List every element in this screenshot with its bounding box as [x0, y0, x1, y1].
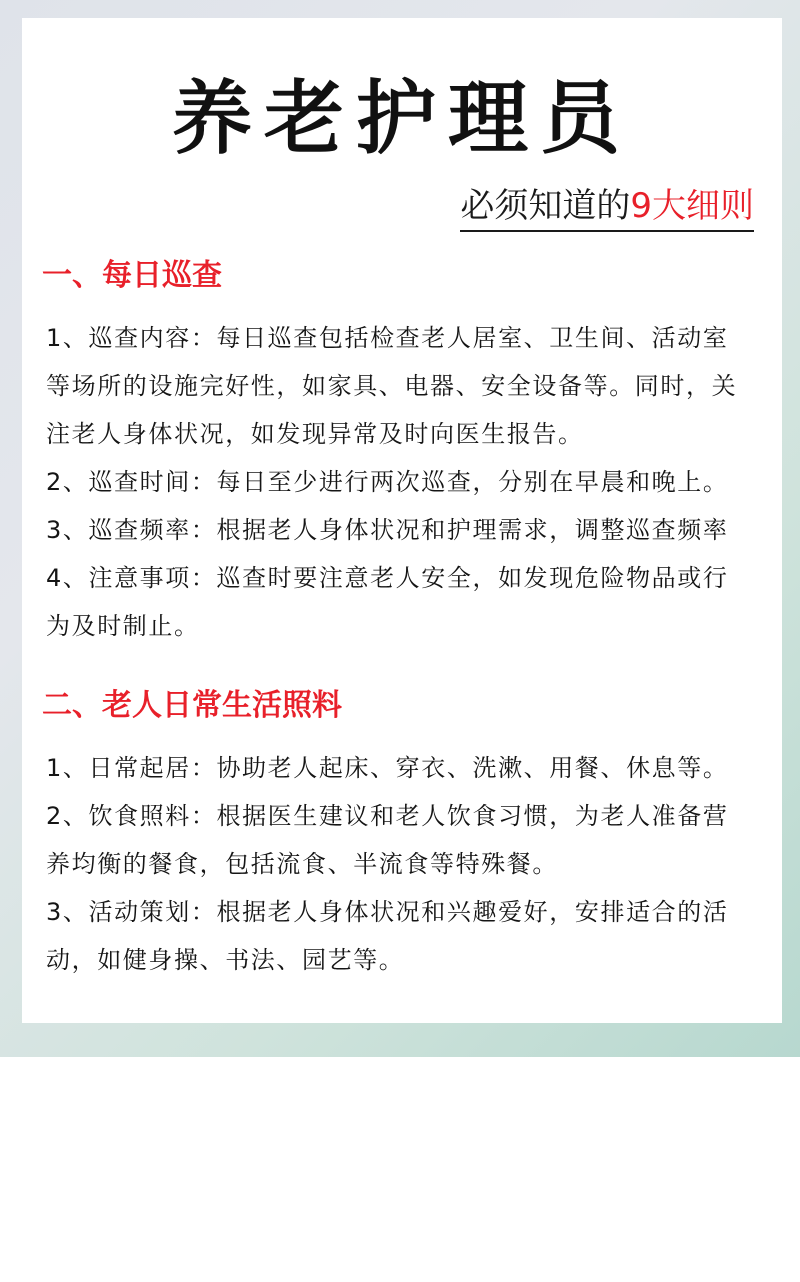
subtitle-highlight: 9大细则 — [630, 186, 754, 226]
page-title: 养老护理员 — [172, 71, 632, 165]
section-heading-daily-care: 二、老人日常生活照料 — [42, 688, 342, 723]
body-line: 1、日常起居：协助老人起床、穿衣、洗漱、用餐、休息等。 — [46, 754, 729, 782]
content-card — [22, 18, 782, 1023]
body-line: 2、饮食照料：根据医生建议和老人饮食习惯，为老人准备营 — [46, 802, 729, 830]
body-line: 动，如健身操、书法、园艺等。 — [46, 946, 405, 974]
body-line: 为及时制止。 — [46, 612, 200, 640]
body-line: 4、注意事项：巡查时要注意老人安全，如发现危险物品或行 — [46, 564, 729, 592]
body-line: 等场所的设施完好性，如家具、电器、安全设备等。同时，关 — [46, 372, 738, 400]
body-line: 3、巡查频率：根据老人身体状况和护理需求，调整巡查频率 — [46, 516, 729, 544]
section-body-daily-inspection — [46, 314, 776, 650]
body-line: 1、巡查内容：每日巡查包括检查老人居室、卫生间、活动室 — [46, 324, 729, 352]
body-line: 注老人身体状况，如发现异常及时向医生报告。 — [46, 420, 584, 448]
subtitle — [460, 184, 754, 232]
subtitle-prefix: 必须知道的 — [460, 186, 631, 226]
body-line: 养均衡的餐食，包括流食、半流食等特殊餐。 — [46, 850, 558, 878]
section-body-daily-care — [46, 744, 776, 984]
body-line: 3、活动策划：根据老人身体状况和兴趣爱好，安排适合的活 — [46, 898, 729, 926]
body-line: 2、巡查时间：每日至少进行两次巡查，分别在早晨和晚上。 — [46, 468, 729, 496]
section-heading-daily-inspection: 一、每日巡查 — [42, 258, 222, 293]
